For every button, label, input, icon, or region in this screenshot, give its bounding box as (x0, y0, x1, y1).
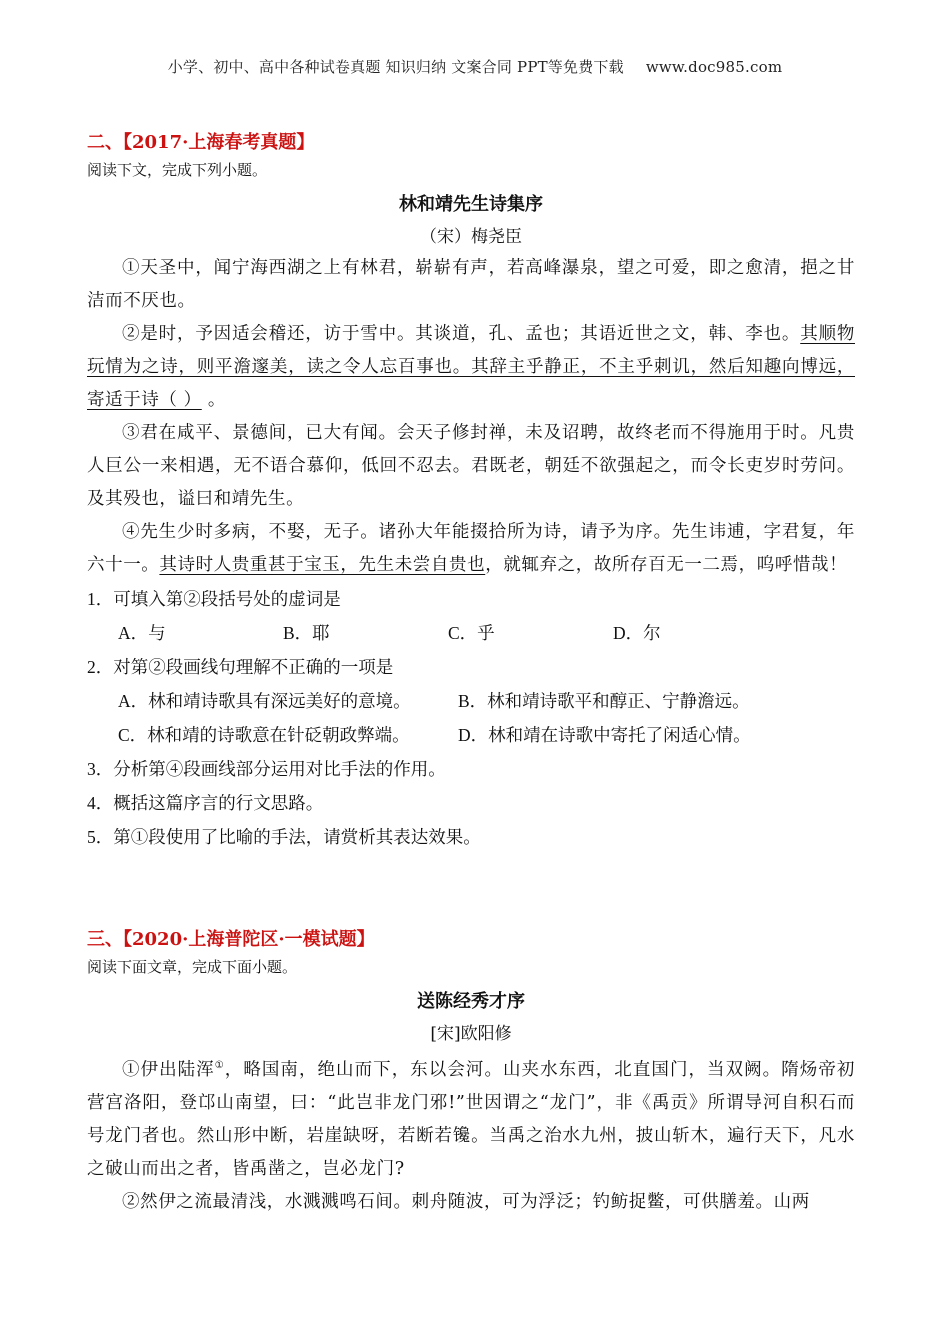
question-3: 3．分析第④段画线部分运用对比手法的作用。 (87, 759, 446, 779)
question-2-options-row-2 (87, 718, 855, 752)
footnote-marker: ① (214, 1060, 225, 1071)
p4-text: ④先生少时多病，不娶，无子。诸孙大年能掇拾所为诗，请予为序。先生讳逋，字君复，年六十一。 (87, 522, 855, 575)
q2-option-b: B．林和靖诗歌平和醇正、宁静澹远。 (458, 691, 750, 711)
question-2-options-row-1 (87, 684, 855, 718)
p2-text: ②是时，予因适会稽还，访于雪中。其谈道，孔、孟也；其语近世之文，韩、李也。 (122, 324, 801, 344)
article-1-title: 林和靖先生诗集序 (399, 194, 543, 215)
q2-option-d: D．林和靖在诗歌中寄托了闲适心情。 (458, 725, 751, 745)
question-4: 4．概括这篇序言的行文思路。 (87, 793, 324, 813)
q2-option-a: A．林和靖诗歌具有深远美好的意境。 (118, 691, 411, 711)
a2p1-start: ①伊出陆浑 (122, 1059, 215, 1080)
section-2 (87, 132, 855, 854)
header-site: www.doc985.com (645, 58, 783, 76)
header-text: 小学、初中、高中各种试卷真题 知识归纳 文案合同 PPT等免费下载 (167, 58, 624, 76)
article-1-paragraph-3: ③君在咸平、景德间，已大有闻。会天子修封禅，未及诏聘，故终老而不得施用于时。凡贵人巨公一来相遇，无不语合慕仰，低回不忍去。君既老，朝廷不欲强起之，而令长吏岁时劳问。及其殁也，谥曰和靖先生。 (87, 423, 855, 509)
question-5: 5．第①段使用了比喻的手法，请赏析其表达效果。 (87, 827, 481, 847)
article-1-paragraph-1: ①天圣中，闻宁海西湖之上有林君，崭崭有声，若高峰瀑泉，望之可爱，即之愈清，挹之甘洁而不厌也。 (87, 258, 855, 311)
article-1-paragraph-4 (87, 516, 855, 582)
article-2-author: [宋]欧阳修 (430, 1024, 512, 1044)
section-3 (87, 929, 855, 1219)
p4-end: ，就辄弃之，故所存百无一二焉，呜呼惜哉！ (485, 555, 848, 575)
q1-option-c: C．乎 (448, 623, 495, 643)
question-1-options (87, 616, 855, 650)
article-2-paragraph-2: ②然伊之流最清浅，水溅溅鸣石间。刺舟随波，可为浮泛；钓鲂捉鳖，可供膳羞。山两 (122, 1191, 810, 1212)
q1-option-a: A．与 (118, 623, 166, 643)
p2-underlined: 其顺物玩情为之诗，则平澹邃美，读之令人忘百事也。其辞主乎静正，不主乎刺讥，然后知趣向博远，寄适于诗（ ） (87, 324, 855, 410)
q1-option-b: B．耶 (283, 623, 330, 643)
question-2: 2．对第②段画线句理解不正确的一项是 (87, 657, 394, 677)
article-1-paragraph-2 (87, 318, 855, 417)
p2-end: 。 (201, 390, 227, 410)
q2-option-c: C．林和靖的诗歌意在针砭朝政弊端。 (118, 725, 410, 745)
article-2-paragraph-1 (87, 1049, 855, 1186)
p4-underlined: 其诗时人贵重甚于宝玉，先生未尝自贵也 (159, 555, 486, 575)
article-1-author: （宋）梅尧臣 (420, 227, 522, 247)
article-2-title: 送陈经秀才序 (417, 991, 525, 1012)
section-3-title: 三、【2020·上海普陀区·一模试题】 (87, 929, 375, 950)
section-2-title: 二、【2017·上海春考真题】 (87, 132, 315, 153)
a2p1-rest: ，略国南，绝山而下，东以会河。山夹水东西，北直国门，当双阙。隋炀帝初营宫洛阳，登邙山南望，曰：“此岂非龙门邪!”世因谓之“龙门”，非《禹贡》所谓导河自积石而号龙门者也。然山形中断，岩崖缺呀，若断若镵。当禹之治水九州，披山斩木，遍行天下，凡水之破山而出之者，皆禹凿之，岂必龙门? (87, 1059, 855, 1179)
page-header (0, 56, 950, 77)
q1-option-d: D．尔 (613, 623, 661, 643)
question-1: 1．可填入第②段括号处的虚词是 (87, 589, 341, 609)
section-3-instruction: 阅读下面文章，完成下面小题。 (87, 958, 298, 976)
section-2-instruction: 阅读下文，完成下列小题。 (87, 161, 268, 179)
